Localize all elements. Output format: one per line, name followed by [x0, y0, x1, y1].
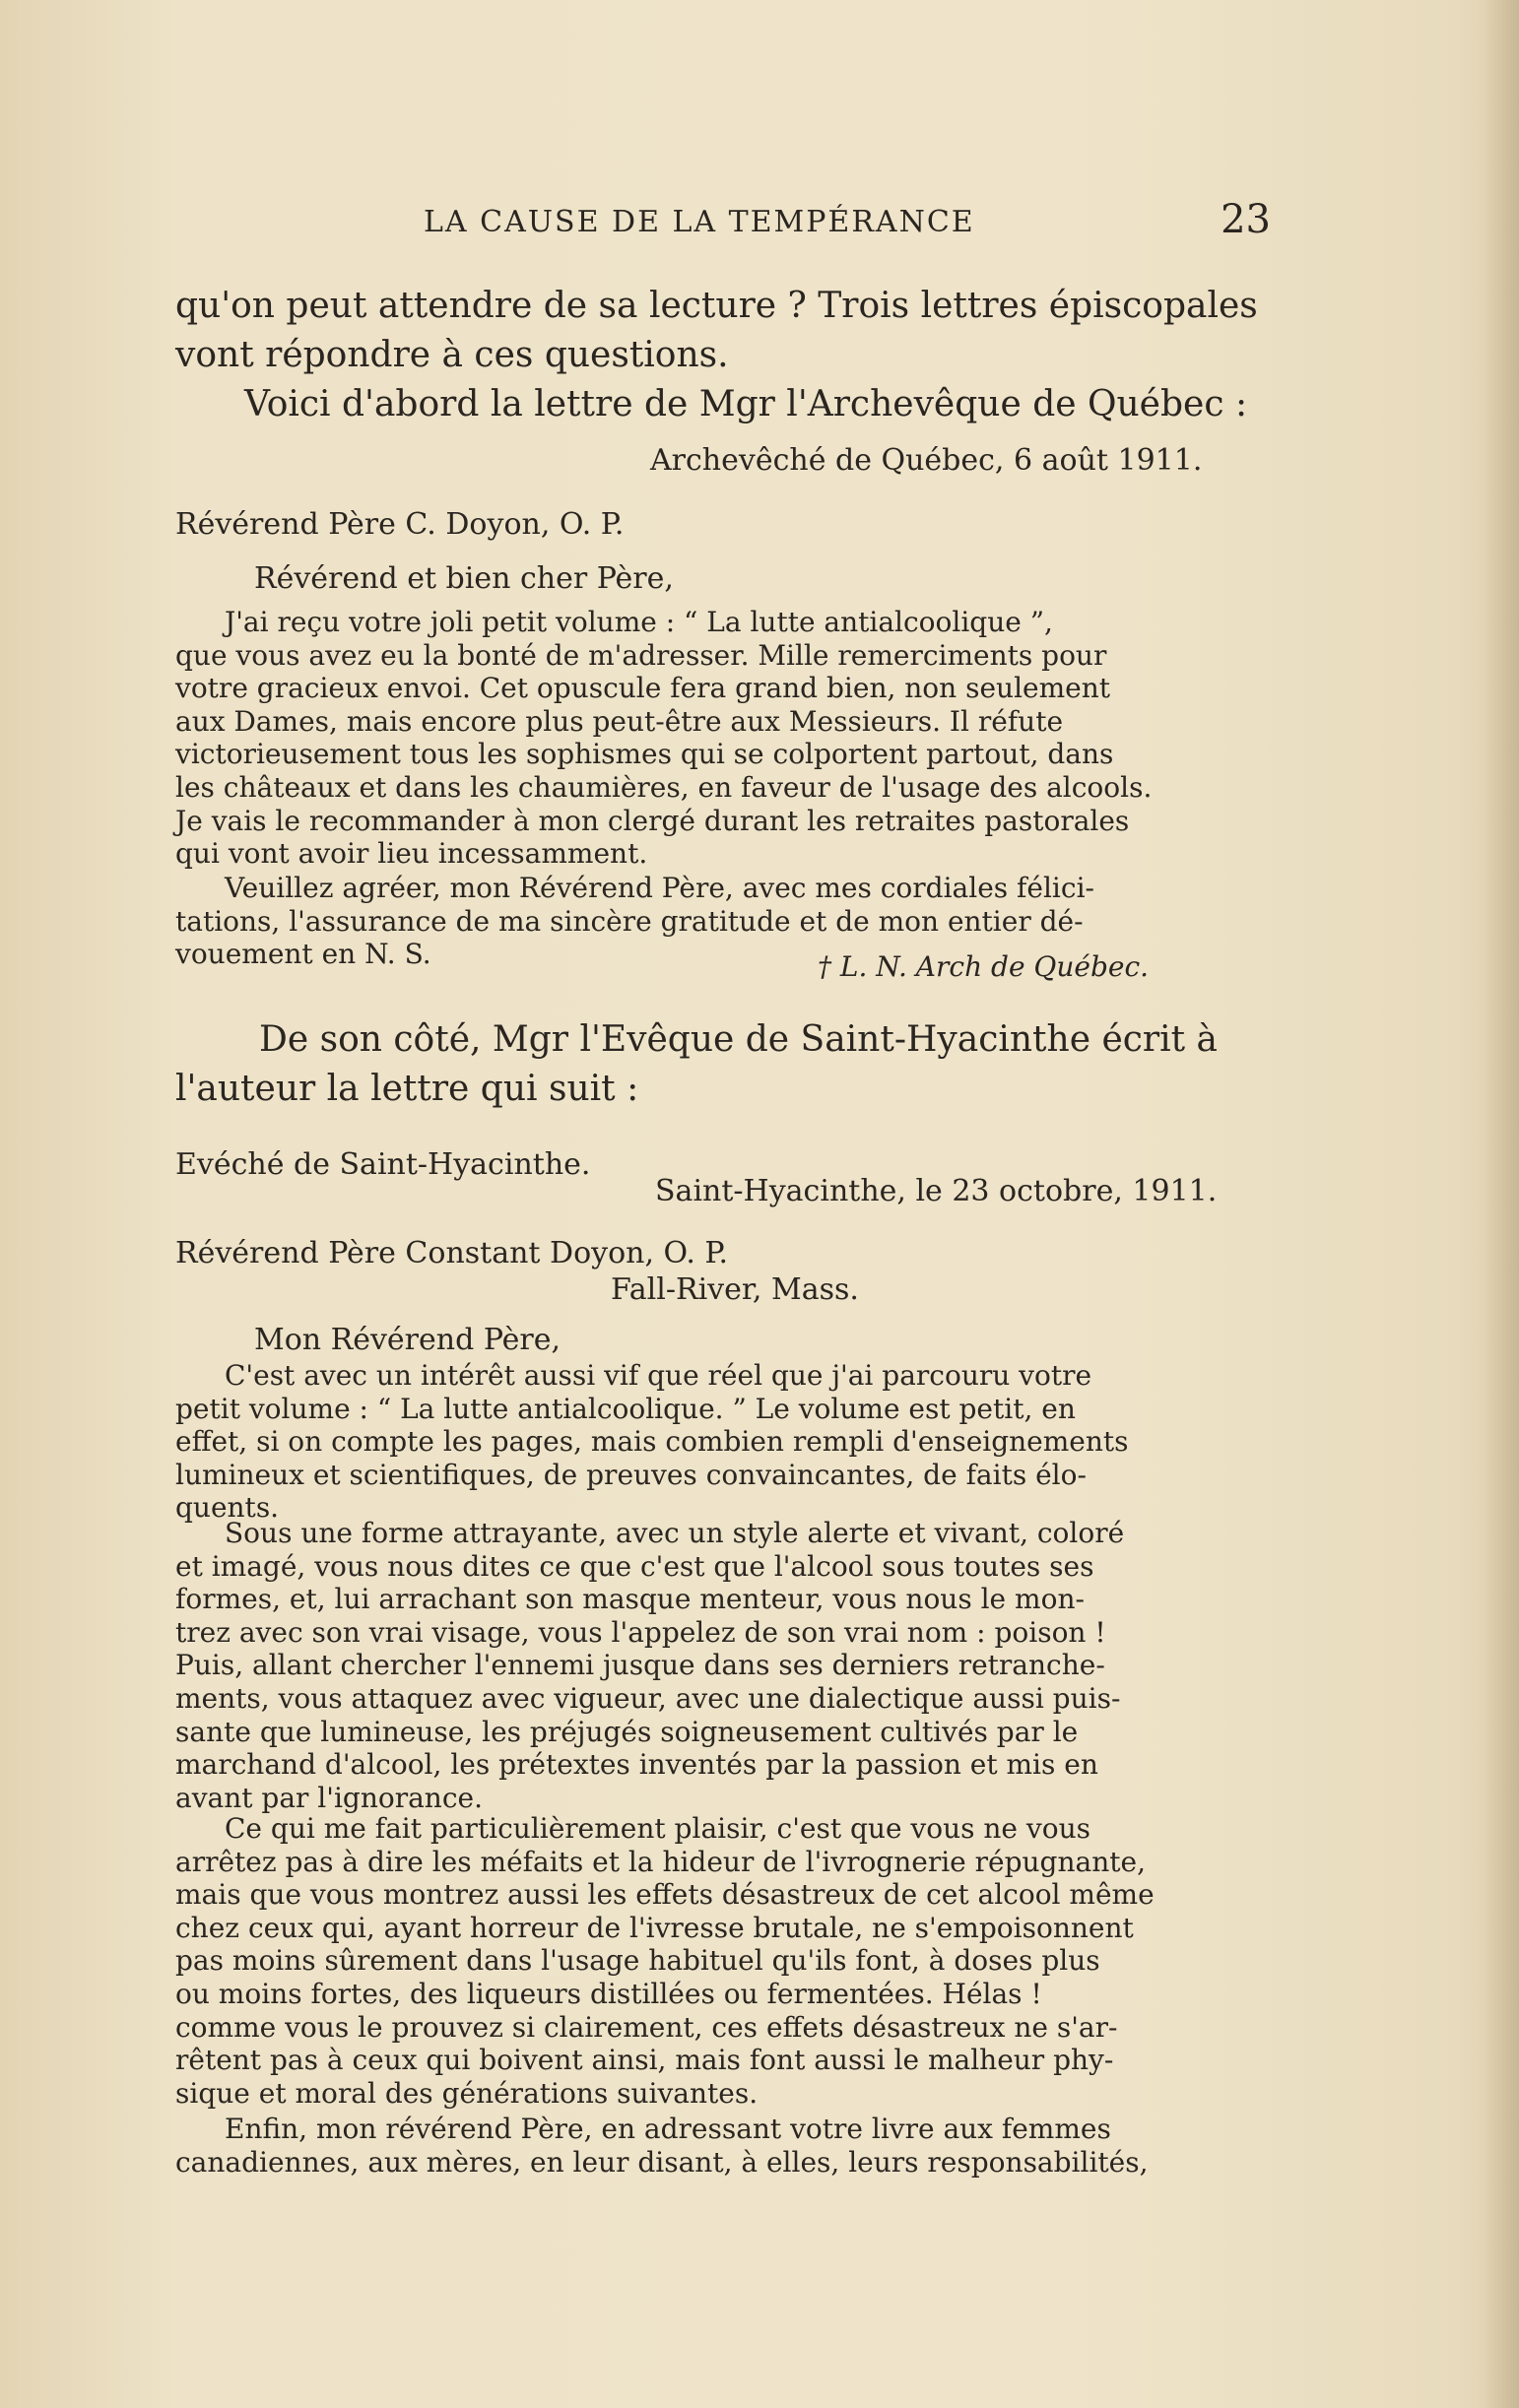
letter2-p2-line: et imagé, vous nous dites ce que c'est que l'alcool sous toutes ses: [175, 1549, 1094, 1583]
letter2-p2-line: ments, vous attaquez avec vigueur, avec une dialectique aussi puis-: [175, 1681, 1121, 1715]
letter1-p2-line: Veuillez agréer, mon Révérend Père, avec mes cordiales félici-: [225, 872, 1094, 904]
letter2-p4-line: Enfin, mon révérend Père, en adressant votre livre aux femmes: [225, 2113, 1111, 2145]
transition-line-2: l'auteur la lettre qui suit :: [175, 1069, 639, 1109]
letter1-p1-line: qui vont avoir lieu incessamment.: [175, 837, 648, 871]
page-header: [424, 197, 1271, 246]
letter2-p2-line: marchand d'alcool, les prétextes inventés par la passion et mis en: [175, 1748, 1098, 1782]
letter2-addressee: Révérend Père Constant Doyon, O. P.: [175, 1236, 729, 1270]
letter1-p2-line: vouement en N. S.: [175, 938, 431, 971]
intro-line-3: Voici d'abord la lettre de Mgr l'Archevêque de Québec :: [244, 384, 1248, 424]
page-number: 23: [1221, 197, 1271, 242]
letter1-p1-line: aux Dames, mais encore plus peut-être aux Messieurs. Il réfute: [175, 704, 1064, 738]
letter1-p1-line: que vous avez eu la bonté de m'adresser. Mille remerciments pour: [175, 638, 1107, 672]
letter1-salutation: Révérend et bien cher Père,: [254, 561, 674, 596]
letter2-address-line: Fall-River, Mass.: [611, 1272, 859, 1307]
letter2-p4-line: canadiennes, aux mères, en leur disant, à elles, leurs responsabilités,: [175, 2145, 1149, 2179]
letter1-p1-line: votre gracieux envoi. Cet opuscule fera grand bien, non seulement: [175, 672, 1111, 705]
letter2-p2-line: Puis, allant chercher l'ennemi jusque dans ses derniers retranche-: [175, 1649, 1105, 1682]
transition-line-1: De son côté, Mgr l'Evêque de Saint-Hyacinthe écrit à: [259, 1019, 1219, 1060]
intro-line-1: qu'on peut attendre de sa lecture ? Trois lettres épiscopales: [175, 286, 1258, 326]
letter2-p3-line: comme vous le prouvez si clairement, ces effets désastreux ne s'ar-: [175, 2010, 1118, 2044]
letter1-p1-line: Je vais le recommander à mon clergé durant les retraites pastorales: [175, 804, 1130, 837]
letter2-paragraph-2: [175, 1517, 1288, 1814]
letter2-p3-line: arrêtez pas à dire les méfaits et la hideur de l'ivrognerie répugnante,: [175, 1845, 1146, 1878]
letter2-p1-line: effet, si on compte les pages, mais combien rempli d'enseignements: [175, 1425, 1129, 1459]
letter2-paragraph-1: [175, 1359, 1288, 1525]
letter2-p3-line: sique et moral des générations suivantes.: [175, 2076, 759, 2110]
letter2-paragraph-4: [175, 2113, 1288, 2179]
letter1-place-date: Archevêché de Québec, 6 août 1911.: [650, 443, 1203, 478]
letter2-salutation: Mon Révérend Père,: [254, 1323, 561, 1357]
letter2-p1-line: petit volume : “ La lutte antialcoolique. ” Le volume est petit, en: [175, 1392, 1076, 1425]
letter2-place-date: Saint-Hyacinthe, le 23 octobre, 1911.: [655, 1174, 1218, 1208]
running-title: LA CAUSE DE LA TEMPÉRANCE: [424, 205, 975, 239]
letter2-p1-line: lumineux et scientifiques, de preuves convaincantes, de faits élo-: [175, 1458, 1087, 1491]
letter1-paragraph-1: [175, 606, 1288, 871]
letter2-origin: Evéché de Saint-Hyacinthe.: [175, 1147, 591, 1182]
letter2-p3-line: ou moins fortes, des liqueurs distillées ou fermentées. Hélas !: [175, 1977, 1042, 2010]
letter2-p3-line: chez ceux qui, ayant horreur de l'ivresse brutale, ne s'empoisonnent: [175, 1911, 1134, 1944]
intro-line-2: vont répondre à ces questions.: [175, 335, 729, 375]
letter2-p3-line: mais que vous montrez aussi les effets désastreux de cet alcool même: [175, 1878, 1155, 1912]
letter2-p1-line: quents.: [175, 1491, 280, 1525]
letter1-signature: † L. N. Arch de Québec.: [818, 950, 1150, 983]
letter2-p3-line: Ce qui me fait particulièrement plaisir, c'est que vous ne vous: [225, 1812, 1090, 1845]
letter2-p2-line: Sous une forme attrayante, avec un style alerte et vivant, coloré: [225, 1517, 1125, 1549]
letter1-addressee: Révérend Père C. Doyon, O. P.: [175, 507, 625, 542]
letter2-p2-line: trez avec son vrai visage, vous l'appelez de son vrai nom : poison !: [175, 1615, 1106, 1649]
letter1-p1-line: victorieusement tous les sophismes qui se colportent partout, dans: [175, 738, 1114, 771]
letter1-p1-line: les châteaux et dans les chaumières, en faveur de l'usage des alcools.: [175, 770, 1153, 804]
letter1-p2-line: tations, l'assurance de ma sincère gratitude et de mon entier dé-: [175, 904, 1084, 938]
letter1-p1-line: J'ai reçu votre joli petit volume : “ La lutte antialcoolique ”,: [225, 606, 1053, 638]
letter2-p2-line: avant par l'ignorance.: [175, 1781, 483, 1814]
letter2-p2-line: sante que lumineuse, les préjugés soigneusement cultivés par le: [175, 1715, 1079, 1748]
letter2-p1-line: C'est avec un intérêt aussi vif que réel que j'ai parcouru votre: [225, 1359, 1092, 1392]
letter2-paragraph-3: [175, 1812, 1288, 2110]
letter2-p3-line: pas moins sûrement dans l'usage habituel qu'ils font, à doses plus: [175, 1944, 1100, 1978]
page-edge-shadow: [1484, 0, 1519, 2408]
letter2-p2-line: formes, et, lui arrachant son masque menteur, vous nous le mon-: [175, 1583, 1085, 1616]
letter2-p3-line: rêtent pas à ceux qui boivent ainsi, mais font aussi le malheur phy-: [175, 2044, 1114, 2077]
